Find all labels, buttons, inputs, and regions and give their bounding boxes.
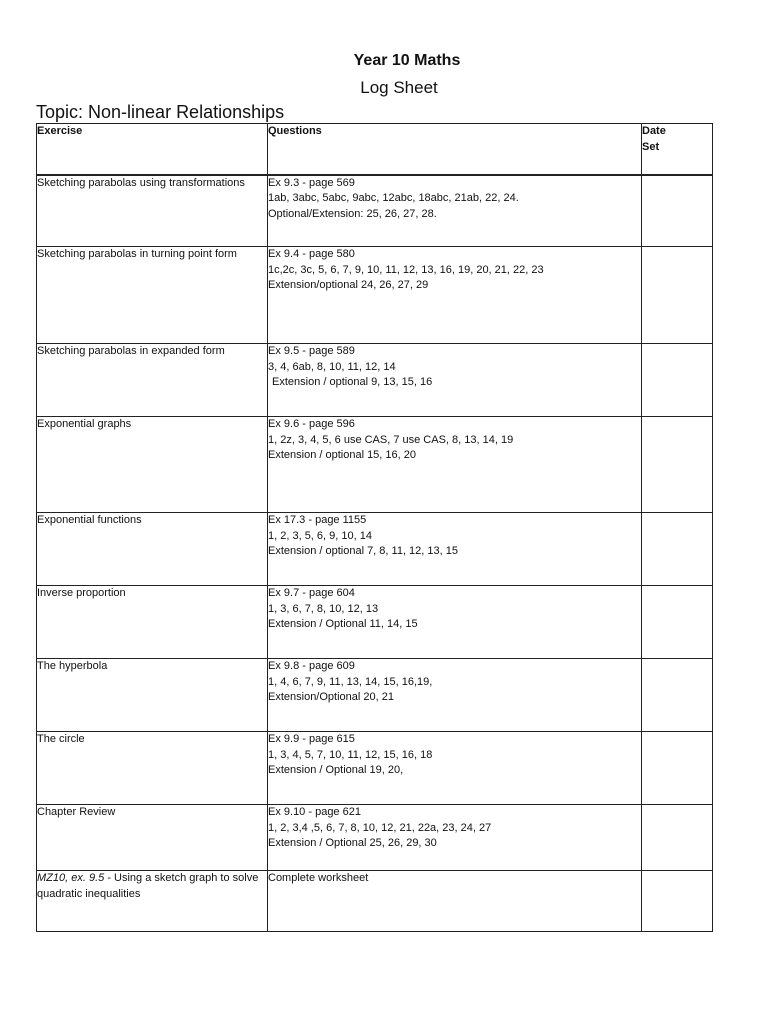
table-row	[37, 175, 713, 247]
table-row	[37, 659, 713, 732]
table-row	[37, 344, 713, 417]
core-questions: 1c,2c, 3c, 5, 6, 7, 9, 10, 11, 12, 13, 16, 19, 20, 21, 22, 23	[268, 263, 544, 276]
extension-questions: Extension/optional 24, 26, 27, 29	[268, 279, 429, 291]
exercise-name: Chapter Review	[37, 806, 116, 818]
exercise-reference-italic: MZ10, ex. 9.5	[37, 872, 105, 884]
header-questions-label: Questions	[268, 125, 322, 137]
table-row	[37, 586, 713, 659]
core-questions: 1, 4, 6, 7, 9, 11, 13, 14, 15, 16,19,	[268, 675, 433, 688]
exercise-reference: Ex 9.4 - page 580	[268, 248, 355, 260]
header-questions	[268, 124, 642, 175]
core-questions: 1, 3, 4, 5, 7, 10, 11, 12, 15, 16, 18	[268, 748, 433, 761]
header-date-label: Date	[642, 125, 666, 137]
date-set-cell[interactable]	[642, 586, 713, 659]
extension-questions: Extension / Optional 19, 20,	[268, 764, 404, 776]
worksheet-instruction: Complete worksheet	[268, 872, 369, 884]
table-row	[37, 805, 713, 871]
exercise-reference: Ex 9.6 - page 596	[268, 418, 355, 430]
topic-heading: Topic: Non-linear Relationships	[36, 102, 285, 122]
document-title: Year 10 Maths	[353, 52, 461, 69]
core-questions: 1, 3, 6, 7, 8, 10, 12, 13	[268, 602, 379, 615]
exercise-name: Inverse proportion	[37, 587, 126, 599]
exercise-reference: Ex 9.7 - page 604	[268, 587, 355, 599]
header-exercise	[37, 124, 268, 175]
date-set-cell[interactable]	[642, 175, 713, 247]
extension-questions: Extension / optional 9, 13, 15, 16	[272, 376, 433, 388]
exercise-name: The hyperbola	[37, 660, 108, 672]
extension-questions: Extension / Optional 11, 14, 15	[268, 618, 418, 630]
document-subtitle: Log Sheet	[360, 78, 438, 97]
date-set-cell[interactable]	[642, 805, 713, 871]
date-set-cell[interactable]	[642, 871, 713, 932]
exercise-description: - Using a sketch graph to solve quadratic inequalities	[37, 872, 259, 900]
exercise-name	[37, 871, 267, 902]
exercise-name: Sketching parabolas using transformations	[37, 176, 245, 189]
exercise-name: Exponential graphs	[37, 418, 132, 430]
exercise-name: Exponential functions	[37, 514, 142, 526]
date-set-cell[interactable]	[642, 417, 713, 513]
extension-questions: Optional/Extension: 25, 26, 27, 28.	[268, 207, 437, 220]
header-date-set	[642, 124, 713, 175]
table-row	[37, 417, 713, 513]
header-exercise-label: Exercise	[37, 125, 83, 137]
table-row	[37, 732, 713, 805]
exercise-reference: Ex 9.5 - page 589	[268, 345, 355, 357]
core-questions: 1ab, 3abc, 5abc, 9abc, 12abc, 18abc, 21ab, 22, 24.	[268, 192, 519, 204]
table-header-row	[37, 124, 713, 175]
header-set-label: Set	[642, 140, 660, 153]
exercise-reference: Ex 9.10 - page 621	[268, 806, 361, 818]
log-table	[36, 123, 713, 932]
exercise-name: The circle	[37, 733, 85, 745]
extension-questions: Extension / optional 15, 16, 20	[268, 449, 416, 461]
table-row	[37, 513, 713, 586]
date-set-cell[interactable]	[642, 344, 713, 417]
table-row	[37, 247, 713, 344]
extension-questions: Extension / Optional 25, 26, 29, 30	[268, 837, 437, 849]
exercise-name: Sketching parabolas in expanded form	[37, 345, 225, 357]
exercise-reference: Ex 9.3 - page 569	[268, 176, 355, 189]
core-questions: 3, 4, 6ab, 8, 10, 11, 12, 14	[268, 360, 396, 373]
exercise-reference: Ex 9.8 - page 609	[268, 660, 355, 672]
core-questions: 1, 2, 3, 5, 6, 9, 10, 14	[268, 529, 372, 542]
date-set-cell[interactable]	[642, 659, 713, 732]
exercise-name: Sketching parabolas in turning point form	[37, 248, 237, 260]
exercise-reference: Ex 17.3 - page 1155	[268, 514, 367, 526]
exercise-reference: Ex 9.9 - page 615	[268, 733, 355, 745]
table-row	[37, 871, 713, 932]
extension-questions: Extension/Optional 20, 21	[268, 691, 394, 703]
core-questions: 1, 2z, 3, 4, 5, 6 use CAS, 7 use CAS, 8, 13, 14, 19	[268, 433, 514, 446]
core-questions: 1, 2, 3,4 ,5, 6, 7, 8, 10, 12, 21, 22a, 23, 24, 27	[268, 821, 492, 834]
date-set-cell[interactable]	[642, 513, 713, 586]
date-set-cell[interactable]	[642, 247, 713, 344]
extension-questions: Extension / optional 7, 8, 11, 12, 13, 15	[268, 545, 458, 557]
date-set-cell[interactable]	[642, 732, 713, 805]
